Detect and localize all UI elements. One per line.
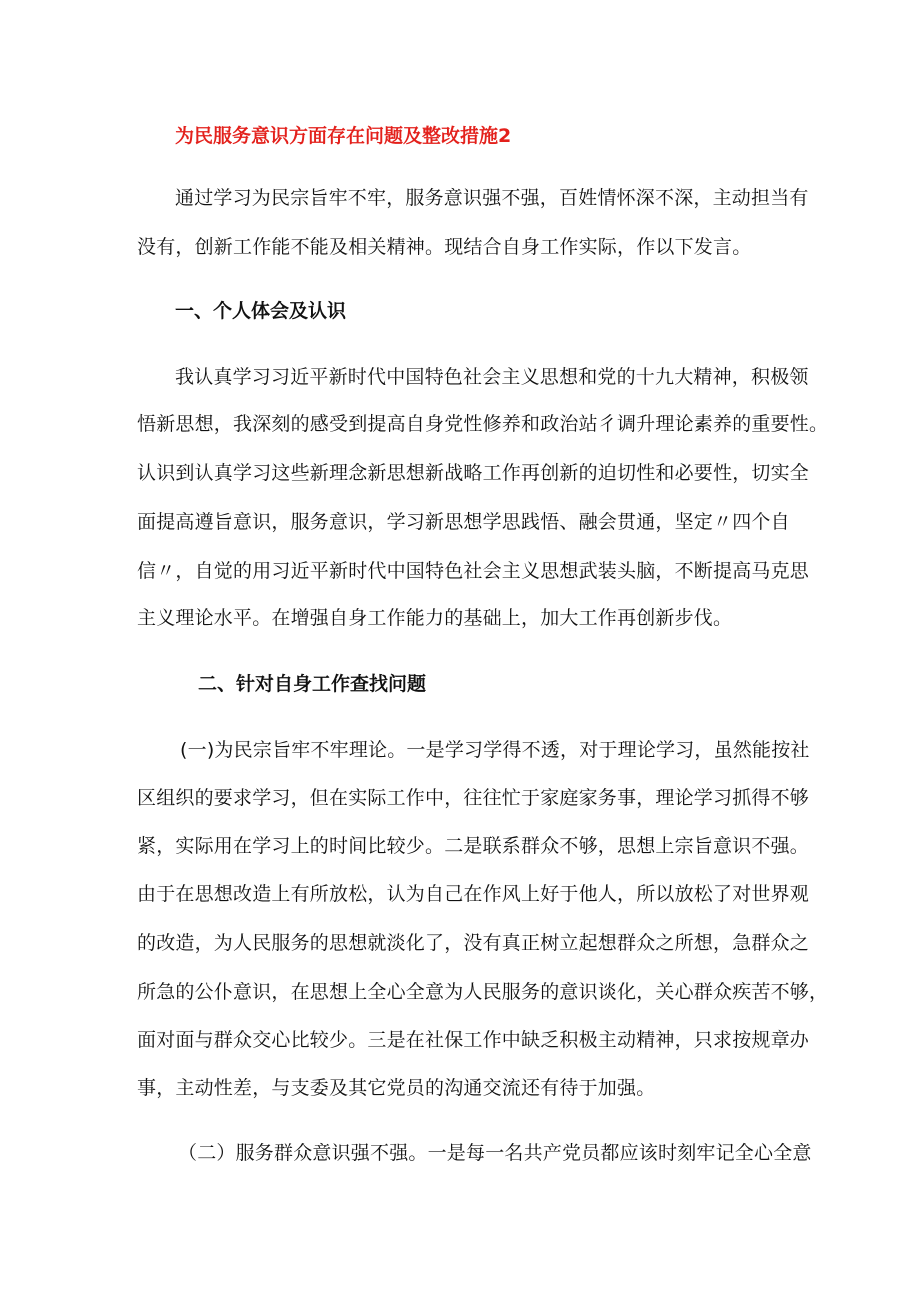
section2-para1-line-8: 事，主动性差，与支委及其它党员的沟通交流还有待于加强。 (137, 1077, 656, 1099)
section1-line-1: 我认真学习习近平新时代中国特色社会主义思想和党的十九大精神，积极领 (175, 366, 809, 388)
section2-para2-line-1: （二）服务群众意识强不强。一是每一名共产党员都应该时刻牢记全心全意 (178, 1142, 812, 1164)
intro-line-2: 没有，创新工作能不能及相关精神。现结合自身工作实际，作以下发言。 (137, 236, 752, 258)
section2-para1-line-4: 由于在思想改造上有所放松，认为自己在作风上好于他人，所以放松了对世界观 (137, 883, 810, 905)
section2-para1-line-3: 紧，实际用在学习上的时间比较少。二是联系群众不够，思想上宗旨意识不强。 (137, 835, 810, 857)
section2-para1-line-7: 面对面与群众交心比较少。三是在社保工作中缺乏积极主动精神，只求按规章办 (137, 1029, 810, 1051)
section1-line-3: 认识到认真学习这些新理念新思想新战略工作再创新的迫切性和必要性，切实全 (137, 462, 810, 484)
document-title: 为民服务意识方面存在问题及整改措施2 (175, 125, 512, 147)
section2-para1-line-2: 区组织的要求学习，但在实际工作中，往往忙于家庭家务事，理论学习抓得不够 (137, 787, 810, 809)
section1-line-5: 信〃，自觉的用习近平新时代中国特色社会主义思想武装头脑，不断提高马克思 (137, 560, 810, 582)
section2-para1-line-1: (一)为民宗旨牢不牢理论。一是学习学得不透，对于理论学习，虽然能按社 (180, 739, 810, 761)
section1-line-6: 主义理论水平。在增强自身工作能力的基础上，加大工作再创新步伐。 (137, 607, 733, 629)
section1-line-4: 面提高遵旨意识，服务意识，学习新思想学思践悟、融会贯通，坚定〃四个自 (137, 511, 790, 533)
section1-line-2: 悟新思想，我深刻的感受到提高自身党性修养和政治站彳调升理论素养的重要性。 (137, 413, 829, 435)
section2-para1-line-6: 所急的公仆意识，在思想上全心全意为人民服务的意识谈化，关心群众疾苦不够， (137, 981, 829, 1003)
section2-heading: 二、针对自身工作查找问题 (198, 673, 427, 695)
section1-heading: 一、个人体会及认识 (175, 300, 347, 322)
section2-para1-line-5: 的改造，为人民服务的思想就淡化了，没有真正树立起想群众之所想，急群众之 (137, 932, 810, 954)
intro-line-1: 通过学习为民宗旨牢不牢，服务意识强不强，百姓情怀深不深，主动担当有 (175, 187, 809, 209)
